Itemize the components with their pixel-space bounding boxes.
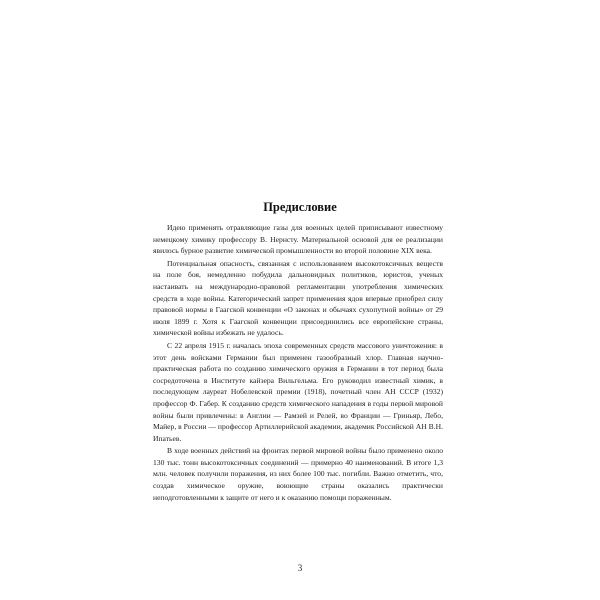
paragraph-3: С 22 апреля 1915 г. началась эпоха современных средств массового уничтожения: в этот день войсками Германии был применен газообразный хлор. Главная научно-практическая работа по созданию химического оружия в Германии в тот период была сосредоточена в Институте кайзера Вильгельма. Его руководил известный химик, в последующем лауреат Нобелевской премии (1918), почетный член АН СССР (1932) профессор Ф. Габер. К созданию средств химического нападения в годы первой мировой войны были привлечены: в Англии — Рамзей и Релей, во Франции — Гриньяр, Лебо, Майер, в России — профессор Артиллерийской академии, академик Российской АН В.Н. Ипатьев. xyxy=(153,340,443,443)
paragraph-4: В ходе военных действий на фронтах первой мировой войны было применено около 130 тыс. тонн высокотоксичных соединений — примерно 40 наименований. В итоге 1,3 млн. человек получили поражения, из них более 100 тыс. погибли. Важно отметить, что, создав химическое оружие, воюющие страны оказались практически неподготовленными к защите от него и к оказанию помощи пораженным. xyxy=(153,446,443,502)
body-text xyxy=(153,222,443,504)
paragraph-1: Идею применять отравляющие газы для военных целей приписывают известному немецкому химику профессору В. Нернсту. Материальной основой для ее реализации явилось бурное развитие химической промышленности во второй половине XIX века. xyxy=(153,223,443,256)
page-number: 3 xyxy=(297,563,303,573)
chapter-heading: Предисловие xyxy=(263,200,337,214)
paragraph-2: Потенциальная опасность, связанная с использованием высокотоксичных веществ на поле боя, немедленно побудила дальновидных политиков, юристов, ученых настаивать на международно-правовой регламентации употребления химических средств в ходе войны. Категорический запрет применения ядов впервые приобрел силу правовой нормы в Гаагской конвенции «О законах и обычаях сухопутной войны» от 29 июля 1899 г. Хотя к Гаагской конвенции присоединились все европейские страны, химической войны избежать не удалось. xyxy=(153,258,443,338)
